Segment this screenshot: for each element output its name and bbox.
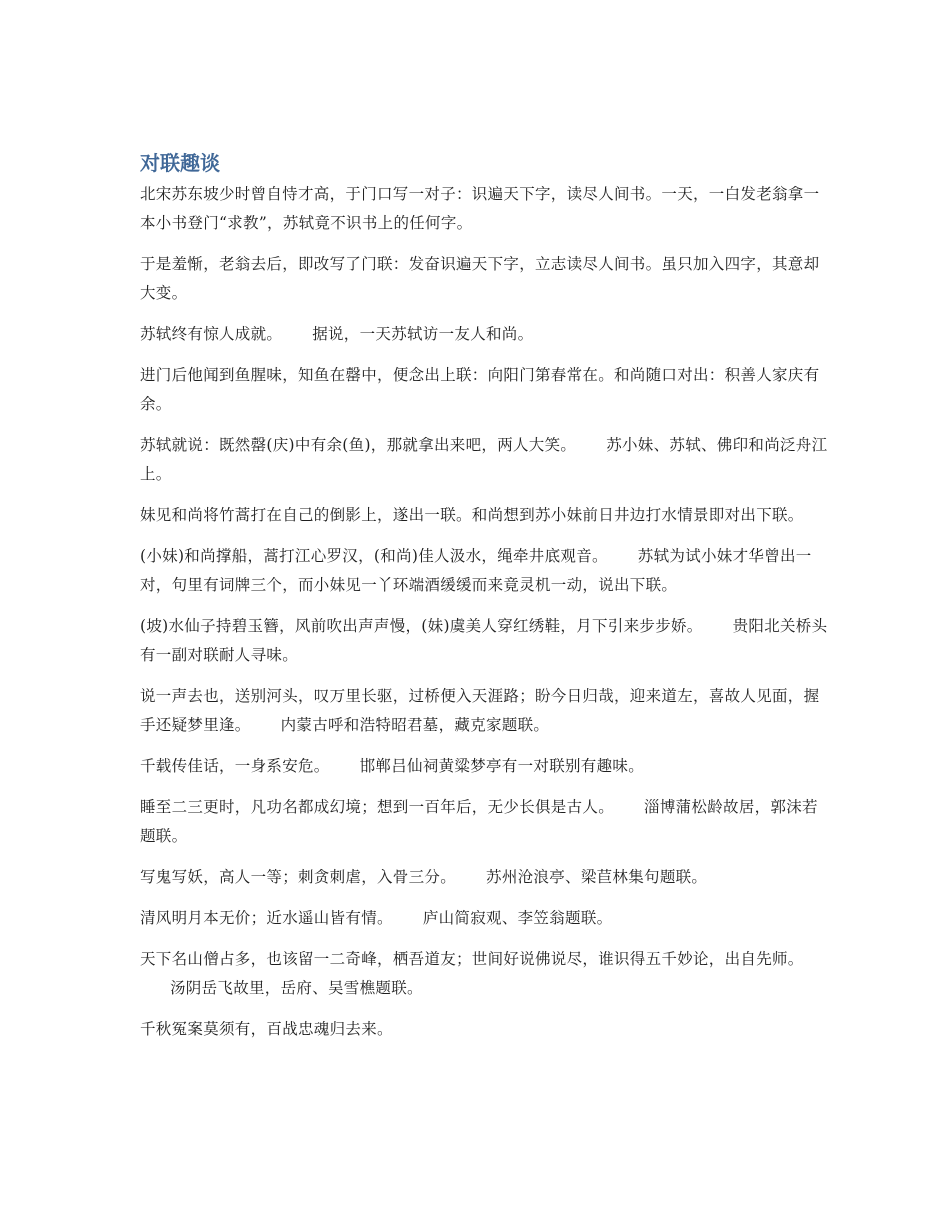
- paragraph-9: [140, 682, 830, 740]
- paragraph-tail: 邯郸吕仙祠黄粱梦亭有一对联别有趣味。: [359, 757, 645, 775]
- paragraph-2: [140, 250, 830, 308]
- paragraph-11: [140, 793, 830, 851]
- paragraph-text: 天下名山僧占多，也该留一二奇峰，栖吾道友；世间好说佛说尽，谁识得五千妙论，出自先师。: [140, 950, 804, 968]
- paragraph-text: 睡至二三更时，凡功名都成幻境；想到一百年后，无少长俱是古人。: [140, 798, 615, 816]
- paragraph-text: (小妹)和尚撑船，蒿打江心罗汉，(和尚)佳人汲水，绳牵井底观音。: [140, 547, 608, 565]
- paragraph-10: [140, 752, 830, 781]
- paragraph-tail: 汤阴岳飞故里，岳府、吴雪樵题联。: [170, 979, 423, 997]
- paragraph-15: [140, 1015, 830, 1044]
- paragraph-tail: 庐山简寂观、李笠翁题联。: [422, 909, 613, 927]
- paragraph-tail: 苏州沧浪亭、梁苣林集句题联。: [486, 868, 708, 886]
- paragraph-tail: 内蒙古呼和浩特昭君墓，藏克家题联。: [280, 716, 550, 734]
- paragraph-text: 进门后他闻到鱼腥味，知鱼在罄中，便念出上联：向阳门第春常在。和尚随口对出：积善人家庆有余。: [140, 366, 820, 413]
- paragraph-text: 千秋冤案莫须有，百战忠魂归去来。: [140, 1020, 393, 1038]
- paragraph-text: 苏轼就说：既然罄(庆)中有余(鱼)，那就拿出来吧，两人大笑。: [140, 436, 577, 454]
- paragraph-13: [140, 904, 830, 933]
- paragraph-text: 千载传佳话，一身系安危。: [140, 757, 330, 775]
- paragraph-tail: 据说，一天苏轼访一友人和尚。: [312, 325, 534, 343]
- paragraph-7: [140, 542, 830, 600]
- paragraph-12: [140, 863, 830, 892]
- paragraph-text: (坡)水仙子持碧玉簪，风前吹出声声慢，(妹)虞美人穿红绣鞋，月下引来步步娇。: [140, 617, 703, 635]
- paragraph-tail: 苏小妹、苏轼、佛印和尚泛舟江上。: [140, 436, 828, 483]
- document-page: [140, 150, 830, 1056]
- paragraph-text: 于是羞惭，老翁去后，即改写了门联：发奋识遍天下字，立志读尽人间书。虽只加入四字，其意却大变。: [140, 255, 820, 302]
- paragraph-text: 说一声去也，送别河头，叹万里长驱，过桥便入天涯路；盼今日归哉，迎来道左，喜故人见面，握手还疑梦里逢。: [140, 687, 820, 734]
- paragraph-8: [140, 612, 830, 670]
- paragraph-text: 清风明月本无价；近水遥山皆有情。: [140, 909, 393, 927]
- paragraph-1: [140, 180, 830, 238]
- paragraph-text: 北宋苏东坡少时曾自恃才高，于门口写一对子：识遍天下字，读尽人间书。一天，一白发老翁拿一本小书登门“求教”，苏轼竟不识书上的任何字。: [140, 185, 820, 232]
- paragraph-text: 苏轼终有惊人成就。: [140, 325, 283, 343]
- paragraph-tail: 贵阳北关桥头有一副对联耐人寻味。: [140, 617, 828, 664]
- paragraph-tail: 苏轼为试小妹才华曾出一对，句里有词牌三个，而小妹见一丫环端酒缓缓而来竟灵机一动，说出下联。: [140, 547, 812, 594]
- paragraph-6: [140, 501, 830, 530]
- paragraph-14: [140, 945, 830, 1003]
- paragraph-tail: 淄博蒲松龄故居，郭沫若题联。: [140, 798, 818, 845]
- paragraph-5: [140, 431, 830, 489]
- document-title: 对联趣谈: [140, 151, 220, 175]
- paragraph-3: [140, 320, 830, 349]
- paragraph-text: 妹见和尚将竹蒿打在自己的倒影上，遂出一联。和尚想到苏小妹前日井边打水情景即对出下联。: [140, 506, 804, 524]
- paragraph-text: 写鬼写妖，高人一等；刺贪刺虐，入骨三分。: [140, 868, 457, 886]
- paragraph-4: [140, 361, 830, 419]
